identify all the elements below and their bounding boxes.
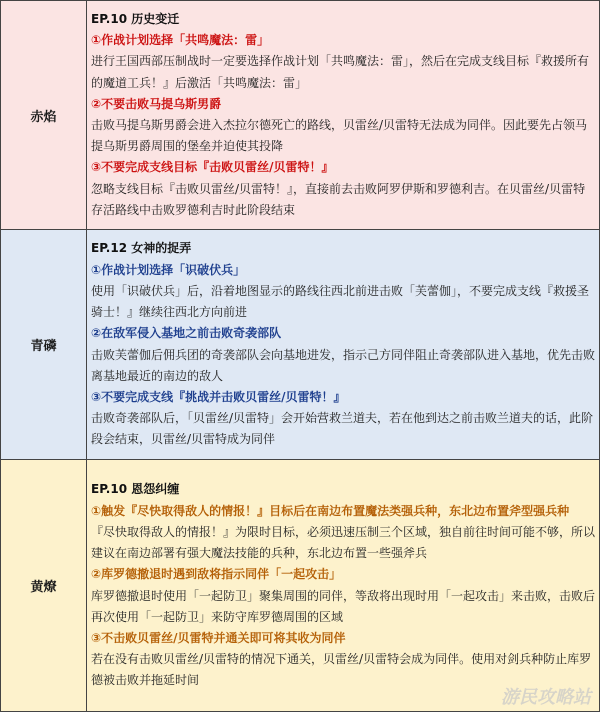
section-body — [87, 1, 600, 230]
step-text: 库罗德撤退时使用「一起防卫」聚集周围的同伴，等敌将出现时用「一起攻击」来击败，击败后再次使用「一起防卫」来防守库罗德周围的区域 — [91, 588, 596, 624]
step-heading: ①触发『尽快取得敌人的情报！』目标后在南边布置魔法类强兵种，东北边布置斧型强兵种 — [91, 503, 570, 518]
house-label: 青磷 — [1, 230, 87, 460]
step-text: 进行王国西部压制战时一定要选择作战计划「共鸣魔法：雷」，然后在完成支线目标『救援所有的魔道工兵！』后激活「共鸣魔法：雷」 — [91, 54, 590, 90]
step-text: 击败奇袭部队后，「贝雷丝/贝雷特」会开始营救兰道夫，若在他到达之前击败兰道夫的话，此阶段会结束，贝雷丝/贝雷特成为同伴 — [91, 411, 594, 447]
section-yellow — [1, 460, 600, 712]
section-body — [87, 230, 600, 460]
house-label: 黄燎 — [1, 460, 87, 712]
episode-title: EP.10 恩怨纠缠 — [91, 482, 180, 497]
step-heading: ②库罗德撤退时遇到敌将指示同伴「一起攻击」 — [91, 567, 342, 582]
step-text: 忽略支线目标『击败贝雷丝/贝雷特！』，直接前去击败阿罗伊斯和罗德利吉。在贝雷丝/贝雷特存活路线中击败罗德利吉时此阶段结束 — [91, 181, 586, 217]
step-text: 若在没有击败贝雷丝/贝雷特的情况下通关，贝雷丝/贝雷特会成为同伴。使用对剑兵种防止库罗德被击败并拖延时间 — [91, 652, 592, 688]
step-heading: ②在敌军侵入基地之前击败奇袭部队 — [91, 326, 282, 341]
section-red — [1, 1, 600, 230]
step-text: 击败马提乌斯男爵会进入杰拉尔德死亡的路线，贝雷丝/贝雷特无法成为同伴。因此要先占领马提乌斯男爵周围的堡垒并迫使其投降 — [91, 118, 588, 154]
step-heading: ①作战计划选择「识破伏兵」 — [91, 262, 246, 277]
step-heading: ③不击败贝雷丝/贝雷特并通关即可将其收为同伴 — [91, 630, 346, 645]
step-heading: ②不要击败马提乌斯男爵 — [91, 96, 222, 111]
house-label: 赤焰 — [1, 1, 87, 230]
section-blue — [1, 230, 600, 460]
watermark-logo: 游民攻略站 — [501, 687, 591, 708]
step-text: 『尽快取得敌人的情报！』为限时目标，必须迅速压制三个区域，独自前往时间可能不够，所以建议在南边部署有强大魔法技能的兵种，东北边布置一些强斧兵 — [91, 524, 596, 561]
step-text: 使用「识破伏兵」后，沿着地图显示的路线往西北前进击败「芙蕾伽」，不要完成支线『救援圣骑士！』继续往西北方向前进 — [91, 283, 590, 320]
step-heading: ③不要完成支线『挑战并击败贝雷丝/贝雷特！』 — [91, 389, 346, 404]
step-text: 击败芙蕾伽后佣兵团的奇袭部队会向基地进发，指示己方同伴阻止奇袭部队进入基地，优先击败离基地最近的南边的敌人 — [91, 347, 596, 383]
episode-title: EP.10 历史变迁 — [91, 11, 180, 26]
section-body — [87, 460, 600, 712]
step-heading: ③不要完成支线目标『击败贝雷丝/贝雷特！』 — [91, 160, 334, 175]
step-heading: ①作战计划选择「共鸣魔法：雷」 — [91, 33, 270, 48]
episode-title: EP.12 女神的捉弄 — [91, 241, 192, 256]
